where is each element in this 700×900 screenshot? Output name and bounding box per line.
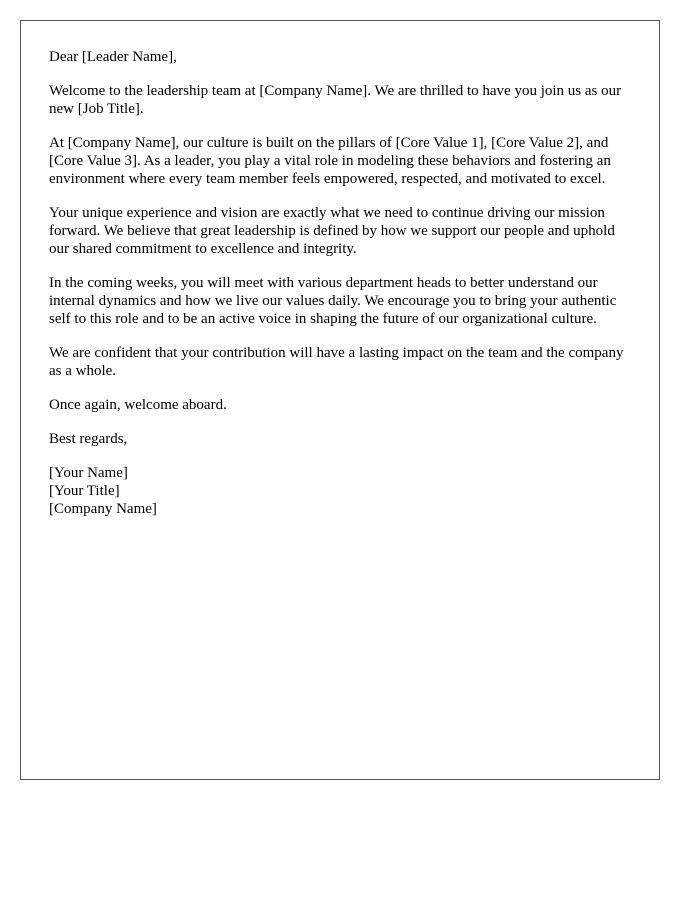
paragraph-welcome-aboard: Once again, welcome aboard. xyxy=(49,397,227,413)
paragraph-coming-weeks: In the coming weeks, you will meet with various department heads to better understand our internal dynamics and how we live our values daily. We encourage you to bring your authentic self to this role and to be an active voice in shaping the future of our organizational culture. xyxy=(49,275,617,327)
paragraph-culture: At [Company Name], our culture is built on the pillars of [Core Value 1], [Core Value 2], and [Core Value 3]. As a leader, you play a vital role in modeling these behaviors and fostering an environment where every team member feels empowered, respected, and motivated to excel. xyxy=(49,135,611,187)
closing: Best regards, xyxy=(49,431,128,447)
paragraph-vision: Your unique experience and vision are exactly what we need to continue driving our mission forward. We believe that great leadership is defined by how we support our people and uphold our shared commitment to excellence and integrity. xyxy=(49,205,615,257)
signature-company: [Company Name] xyxy=(49,501,157,517)
paragraph-welcome: Welcome to the leadership team at [Company Name]. We are thrilled to have you join us as our new [Job Title]. xyxy=(49,83,622,117)
signature-block xyxy=(49,464,631,518)
signature-name: [Your Name] xyxy=(49,465,128,481)
letter-page xyxy=(20,20,660,780)
paragraph-confidence: We are confident that your contribution will have a lasting impact on the team and the company as a whole. xyxy=(49,345,624,379)
salutation: Dear [Leader Name], xyxy=(49,49,177,65)
signature-title: [Your Title] xyxy=(49,483,120,499)
